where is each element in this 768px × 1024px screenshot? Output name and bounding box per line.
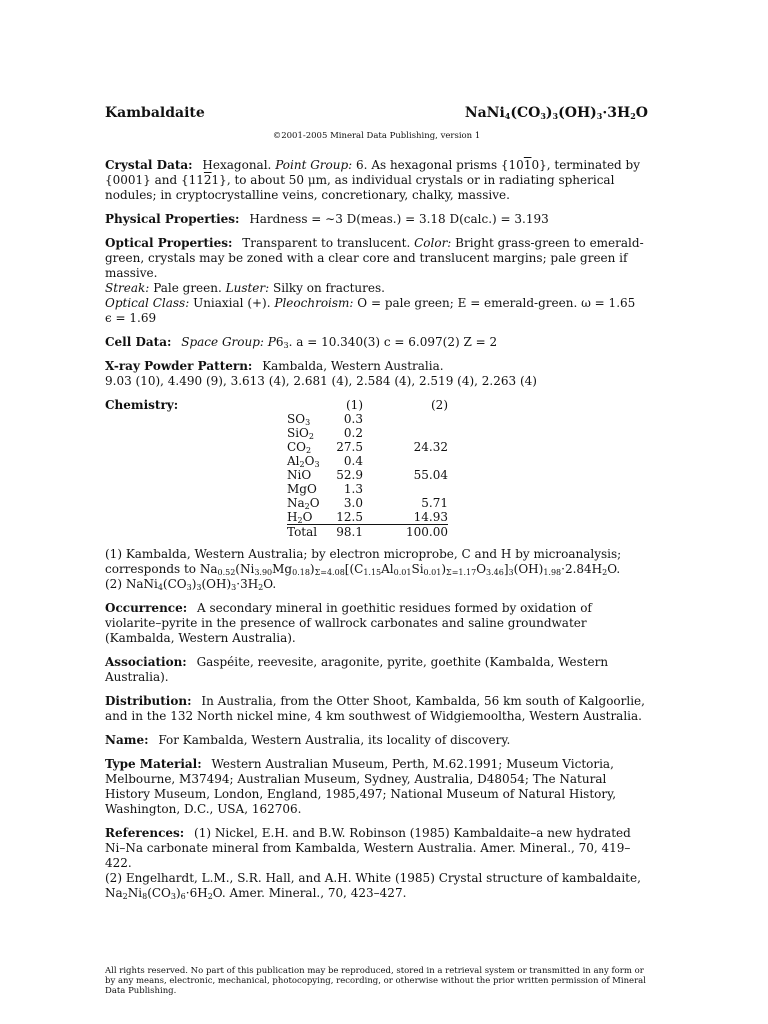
name-origin: Name: For Kambalda, Western Australia, its locality of discovery.: [105, 733, 511, 747]
table-row: $H_2O$ 12.5 14.93: [287, 510, 448, 525]
chemistry: Chemistry: (1) (2) $SO_3$ 0.3 SiO$_2$ 0.2 $CO_2$ 27.5 24.32 $Al_2O_3$ 0.4 NiO 52.9 55.04 MgO 1.3 $Na_2O$ 3.0 5.71 $H_2O$ 12.5 14.93 Total 98.1 100.00: [105, 398, 448, 539]
occurrence: Occurrence: A secondary mineral in goethitic residues formed by oxidation of violarite–pyrite in the presence of wallrock carbonates and saline groundwater (Kambalda, Western Australia).: [105, 601, 592, 645]
distribution: Distribution: In Australia, from the Otter Shoot, Kambalda, 56 km south of Kalgoorlie, and in the 132 North nickel mine, 4 km southwest of Widgiemooltha, Western Australia.: [105, 694, 645, 723]
table-row: NiO 52.9 55.04: [287, 468, 448, 482]
table-row-total: Total 98.1 100.00: [287, 525, 448, 539]
footer-rights: All rights reserved. No part of this publication may be reproduced, stored in a retrieval system or transmitted in any form or by any means, electronic, mechanical, photocopying, recording, or otherwise without the prior written permission of Mineral Data Publishing.: [105, 966, 646, 996]
chemistry-table: (1) (2) $SO_3$ 0.3 SiO$_2$ 0.2 $CO_2$ 27.5 24.32 $Al_2O_3$ 0.4 NiO 52.9 55.04 MgO 1.3 $Na_2O$ 3.0 5.71 $H_2O$ 12.5 14.93 Total 98.1 100.00: [287, 398, 448, 539]
mineral-formula: $NaNi_4(CO_3)_3(OH)_3\cdot 3H_2O$: [464, 105, 648, 121]
crystal-data: Crystal Data: Hexagonal. Point Group: 6. As hexagonal prisms {1010}, terminated by {0001} and {1121}, to about 50 μm, as individual crystals or in radiating spherical nodules; in cryptocrystalline veins, concretionary, chalky, massive.: [105, 158, 641, 202]
table-row: $SO_3$ 0.3: [287, 412, 363, 427]
chemistry-notes: (1) Kambalda, Western Australia; by electron microprobe, C and H by microanalysis; corresponds to $Na_{0.52}(Ni_{3.90}Mg_{0.18})_{\Sigma=4.08}[(C_{1.15}Al_{0.01}Si_{0.01})_{\Sigma=1.17}O_{3.46}]_3(OH)_{1.98}\cdot 2.84H_2O$. (2) $NaNi_4(CO_3)_3(OH)_3\cdot 3H_2O$.: [105, 547, 622, 592]
table-row: $Al_2O_3$ 0.4: [287, 454, 363, 469]
document-page: [105, 106, 648, 910]
table-row: $CO_2$ 27.5 24.32: [287, 440, 448, 455]
title-bar: [105, 106, 648, 121]
table-row: MgO 1.3: [287, 482, 363, 496]
copyright: ©2001-2005 Mineral Data Publishing, version 1: [272, 131, 481, 141]
type-material: Type Material: Western Australian Museum, Perth, M.62.1991; Museum Victoria, Melbourne, M37494; Australian Museum, Sydney, Australia, D48054; The Natural History Museum, London, England, 1985,497; National Museum of Natural History, Washington, D.C., USA, 162706.: [105, 757, 617, 816]
physical-properties: Physical Properties: Hardness = ∼3 D(meas.) = 3.18 D(calc.) = 3.193: [105, 212, 549, 226]
table-row: $Na_2O$ 3.0 5.71: [287, 496, 448, 511]
references: References: (1) Nickel, E.H. and B.W. Robinson (1985) Kambaldaite–a new hydrated Ni–Na carbonate mineral from Kambalda, Western Australia. Amer. Mineral., 70, 419–422. (2) Engelhardt, L.M., S.R. Hall, and A.H. White (1985) Crystal structure of kambaldaite, $Na_2Ni_8(CO_3)_6\cdot 6H_2O$. Amer. Mineral., 70, 423–427.: [105, 826, 641, 901]
cell-data: Cell Data: Space Group: $P6_3$. a = 10.340(3) c = 6.097(2) Z = 2: [105, 335, 498, 350]
optical-properties: Optical Properties: Transparent to translucent. Color: Bright grass-green to emerald-green, crystals may be zoned with a clear core and translucent margins; pale green if massive. Streak: Pale green. Luster: Silky on fractures. Optical Class: Uniaxial (+). Pleochroism: O = pale green; E = emerald-green. ω = 1.65 ϵ = 1.69: [105, 236, 644, 325]
mineral-name: Kambaldaite: [105, 105, 205, 121]
space-group: $P6_3$.: [267, 335, 293, 350]
table-row: SiO$_2$ 0.2: [287, 426, 363, 441]
association: Association: Gaspéite, reevesite, aragonite, pyrite, goethite (Kambalda, Western Australia).: [105, 655, 609, 684]
xray-powder-pattern: X-ray Powder Pattern: Kambalda, Western Australia. 9.03 (10), 4.490 (9), 3.613 (4), 2.681 (4), 2.584 (4), 2.519 (4), 2.263 (4): [105, 359, 537, 388]
copyright-icon: ©: [272, 131, 282, 141]
